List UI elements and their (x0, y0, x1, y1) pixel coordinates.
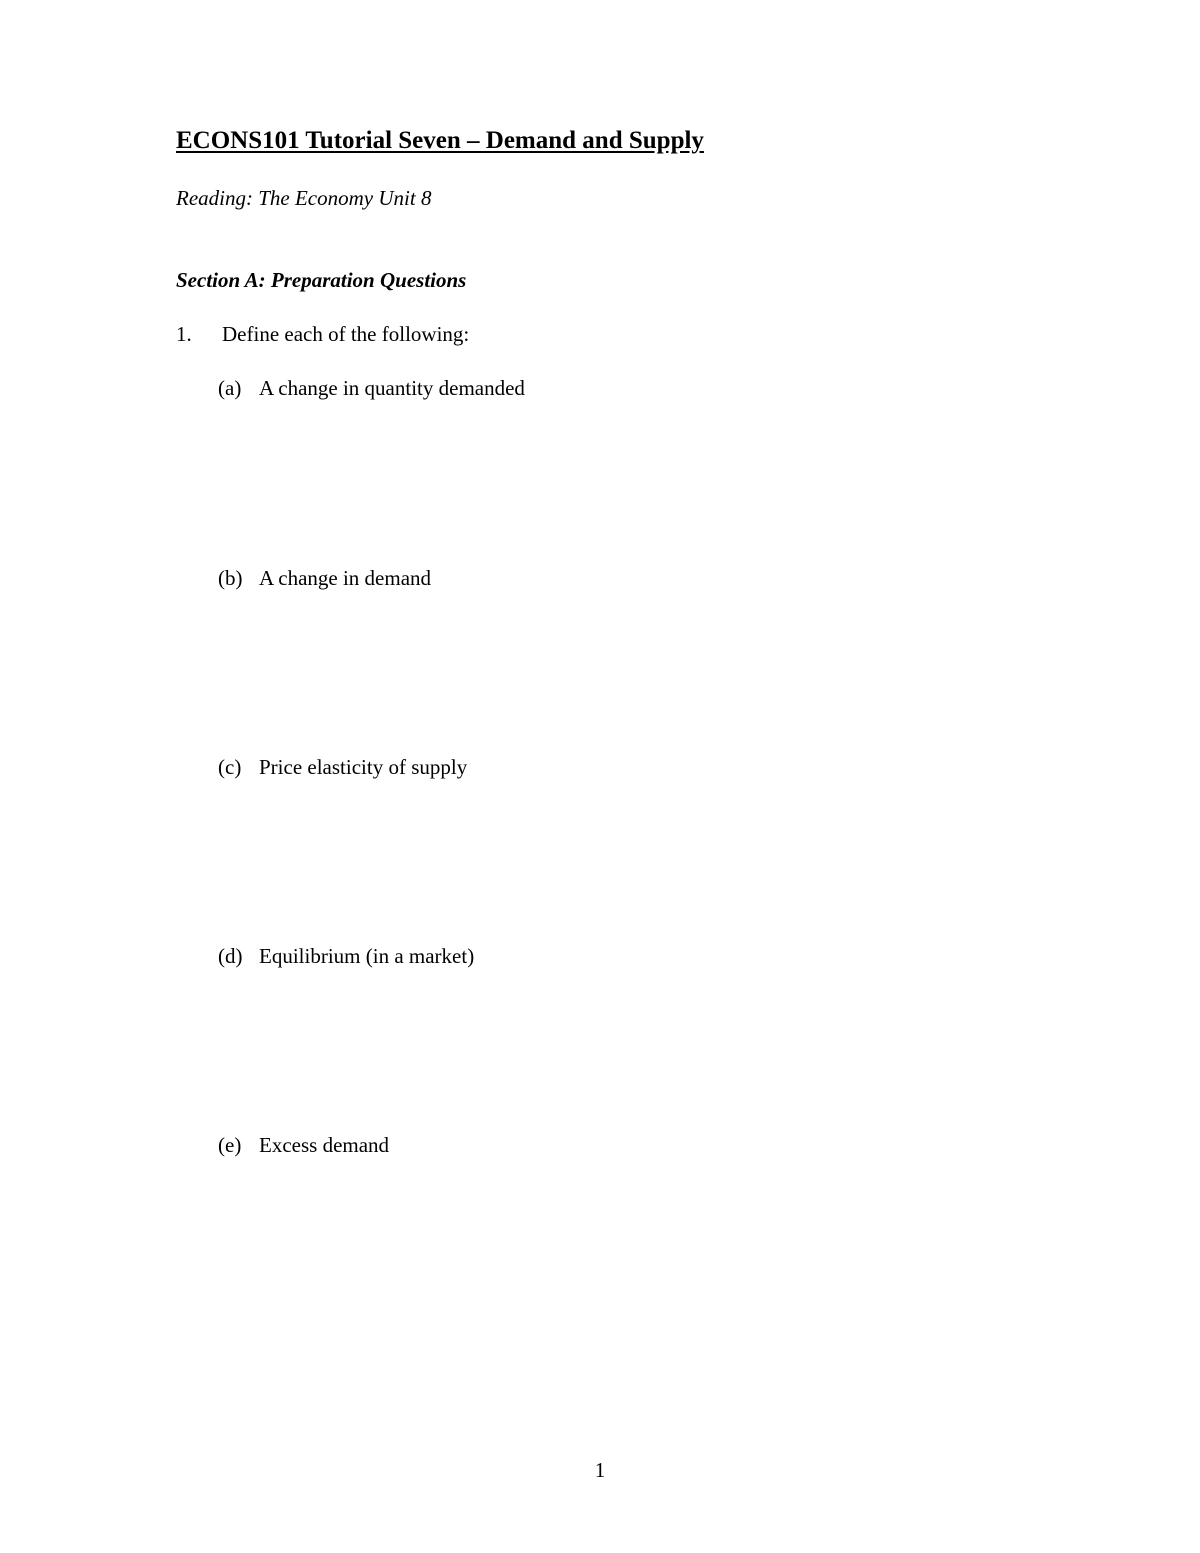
page-title: ECONS101 Tutorial Seven – Demand and Supply (176, 127, 704, 154)
question-number: 1. (176, 322, 192, 346)
part-label-d: (d) (218, 944, 243, 968)
part-label-b: (b) (218, 566, 243, 590)
question-text: Define each of the following: (222, 322, 470, 346)
part-text-c: Price elasticity of supply (259, 755, 468, 779)
part-text-d: Equilibrium (in a market) (259, 944, 475, 968)
part-label-e: (e) (218, 1133, 242, 1157)
part-label-a: (a) (218, 376, 242, 400)
page-number: 1 (594, 1458, 606, 1482)
part-text-b: A change in demand (259, 566, 432, 590)
section-heading: Section A: Preparation Questions (176, 268, 467, 292)
part-label-c: (c) (218, 755, 242, 779)
part-text-a: A change in quantity demanded (259, 376, 525, 400)
reading-reference: Reading: The Economy Unit 8 (176, 186, 432, 210)
part-text-e: Excess demand (259, 1133, 390, 1157)
